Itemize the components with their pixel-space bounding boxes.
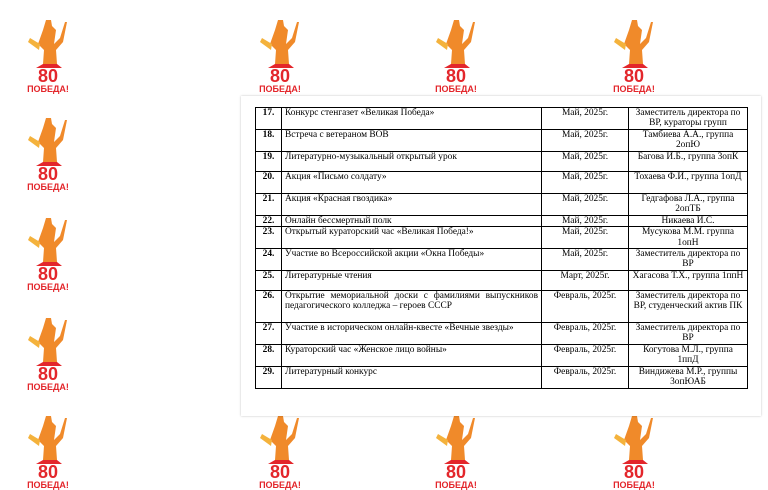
event-name: Конкурс стенгазет «Великая Победа» xyxy=(282,108,542,130)
table-row xyxy=(256,108,748,130)
row-number: 29. xyxy=(256,366,282,388)
row-number: 25. xyxy=(256,271,282,291)
table-row xyxy=(256,171,748,193)
event-name: Литературные чтения xyxy=(282,271,542,291)
row-number: 20. xyxy=(256,171,282,193)
event-name: Встреча с ветераном ВОВ xyxy=(282,130,542,152)
event-date: Март, 2025г. xyxy=(542,271,629,291)
row-number: 23. xyxy=(256,227,282,249)
logo-word: ПОБЕДА! xyxy=(27,182,69,192)
logo-number: 80 xyxy=(623,462,645,482)
event-name: Акция «Красная гвоздика» xyxy=(282,193,542,215)
row-number: 18. xyxy=(256,130,282,152)
logo-number: 80 xyxy=(623,66,645,86)
logo-number: 80 xyxy=(445,462,467,482)
table-row xyxy=(256,215,748,226)
responsible-person: Никаева И.С. xyxy=(629,215,748,226)
row-number: 19. xyxy=(256,151,282,171)
logo-word: ПОБЕДА! xyxy=(259,84,301,94)
table-row xyxy=(256,344,748,366)
victory-80-logo xyxy=(16,212,80,292)
logo-word: ПОБЕДА! xyxy=(27,84,69,94)
events-table xyxy=(255,107,748,389)
row-number: 27. xyxy=(256,323,282,345)
responsible-person: Мусукова М.М. группа 1опН xyxy=(629,227,748,249)
event-date: Май, 2025г. xyxy=(542,193,629,215)
responsible-person: Тамбиева А.А., группа 2опЮ xyxy=(629,130,748,152)
victory-80-logo xyxy=(16,112,80,192)
responsible-person: Когутова М.Л., группа 1ппД xyxy=(629,344,748,366)
logo-number: 80 xyxy=(37,364,59,384)
responsible-person: Заместитель директора по ВР xyxy=(629,323,748,345)
table-row xyxy=(256,193,748,215)
event-date: Май, 2025г. xyxy=(542,108,629,130)
event-date: Май, 2025г. xyxy=(542,151,629,171)
victory-80-logo xyxy=(602,14,666,94)
responsible-person: Тохаева Ф.И., группа 1опД xyxy=(629,171,748,193)
logo-word: ПОБЕДА! xyxy=(27,382,69,392)
logo-word: ПОБЕДА! xyxy=(613,84,655,94)
victory-80-logo xyxy=(16,410,80,490)
table-row xyxy=(256,249,748,271)
event-date: Май, 2025г. xyxy=(542,227,629,249)
table-row xyxy=(256,130,748,152)
logo-word: ПОБЕДА! xyxy=(435,84,477,94)
event-date: Май, 2025г. xyxy=(542,215,629,226)
table-row xyxy=(256,291,748,323)
logo-word: ПОБЕДА! xyxy=(27,282,69,292)
event-date: Май, 2025г. xyxy=(542,249,629,271)
responsible-person: Багова И.Б., группа 3опК xyxy=(629,151,748,171)
table-row xyxy=(256,227,748,249)
row-number: 26. xyxy=(256,291,282,323)
logo-number: 80 xyxy=(269,66,291,86)
document-page xyxy=(241,96,761,416)
event-name: Участие в историческом онлайн-квесте «Вечные звезды» xyxy=(282,323,542,345)
row-number: 24. xyxy=(256,249,282,271)
logo-word: ПОБЕДА! xyxy=(613,480,655,490)
event-name: Участие во Всероссийской акции «Окна Победы» xyxy=(282,249,542,271)
responsible-person: Заместитель директора по ВР xyxy=(629,249,748,271)
event-date: Февраль, 2025г. xyxy=(542,323,629,345)
victory-80-logo xyxy=(16,312,80,392)
row-number: 21. xyxy=(256,193,282,215)
responsible-person: Хагасова Т.Х., группа 1ппН xyxy=(629,271,748,291)
row-number: 17. xyxy=(256,108,282,130)
logo-number: 80 xyxy=(37,264,59,284)
victory-80-logo xyxy=(16,14,80,94)
event-date: Май, 2025г. xyxy=(542,171,629,193)
event-date: Май, 2025г. xyxy=(542,130,629,152)
victory-80-logo xyxy=(424,14,488,94)
logo-word: ПОБЕДА! xyxy=(27,480,69,490)
responsible-person: Виндижева М.Р., группы 3опЮАБ xyxy=(629,366,748,388)
logo-number: 80 xyxy=(37,462,59,482)
responsible-person: Заместитель директора по ВР, кураторы групп xyxy=(629,108,748,130)
event-name: Открытый кураторский час «Великая Победа!» xyxy=(282,227,542,249)
event-name: Литературно-музыкальный открытый урок xyxy=(282,151,542,171)
table-row xyxy=(256,366,748,388)
responsible-person: Заместитель директора по ВР, студенческий актив ПК xyxy=(629,291,748,323)
logo-word: ПОБЕДА! xyxy=(435,480,477,490)
logo-word: ПОБЕДА! xyxy=(259,480,301,490)
logo-number: 80 xyxy=(445,66,467,86)
table-row xyxy=(256,323,748,345)
logo-number: 80 xyxy=(37,66,59,86)
table-row xyxy=(256,271,748,291)
event-name: Открытие мемориальной доски с фамилиями выпускников педагогического колледжа – героев СССР xyxy=(282,291,542,323)
victory-80-logo xyxy=(248,14,312,94)
event-name: Литературный конкурс xyxy=(282,366,542,388)
event-name: Кураторский час «Женское лицо войны» xyxy=(282,344,542,366)
victory-80-logo xyxy=(424,410,488,490)
victory-80-logo xyxy=(602,410,666,490)
event-name: Онлайн бессмертный полк xyxy=(282,215,542,226)
victory-80-logo xyxy=(248,410,312,490)
logo-number: 80 xyxy=(269,462,291,482)
logo-number: 80 xyxy=(37,164,59,184)
table-row xyxy=(256,151,748,171)
responsible-person: Гедгафова Л.А., группа 2опТБ xyxy=(629,193,748,215)
row-number: 22. xyxy=(256,215,282,226)
event-date: Февраль, 2025г. xyxy=(542,291,629,323)
event-date: Февраль, 2025г. xyxy=(542,344,629,366)
event-name: Акция «Письмо солдату» xyxy=(282,171,542,193)
row-number: 28. xyxy=(256,344,282,366)
event-date: Февраль, 2025г. xyxy=(542,366,629,388)
